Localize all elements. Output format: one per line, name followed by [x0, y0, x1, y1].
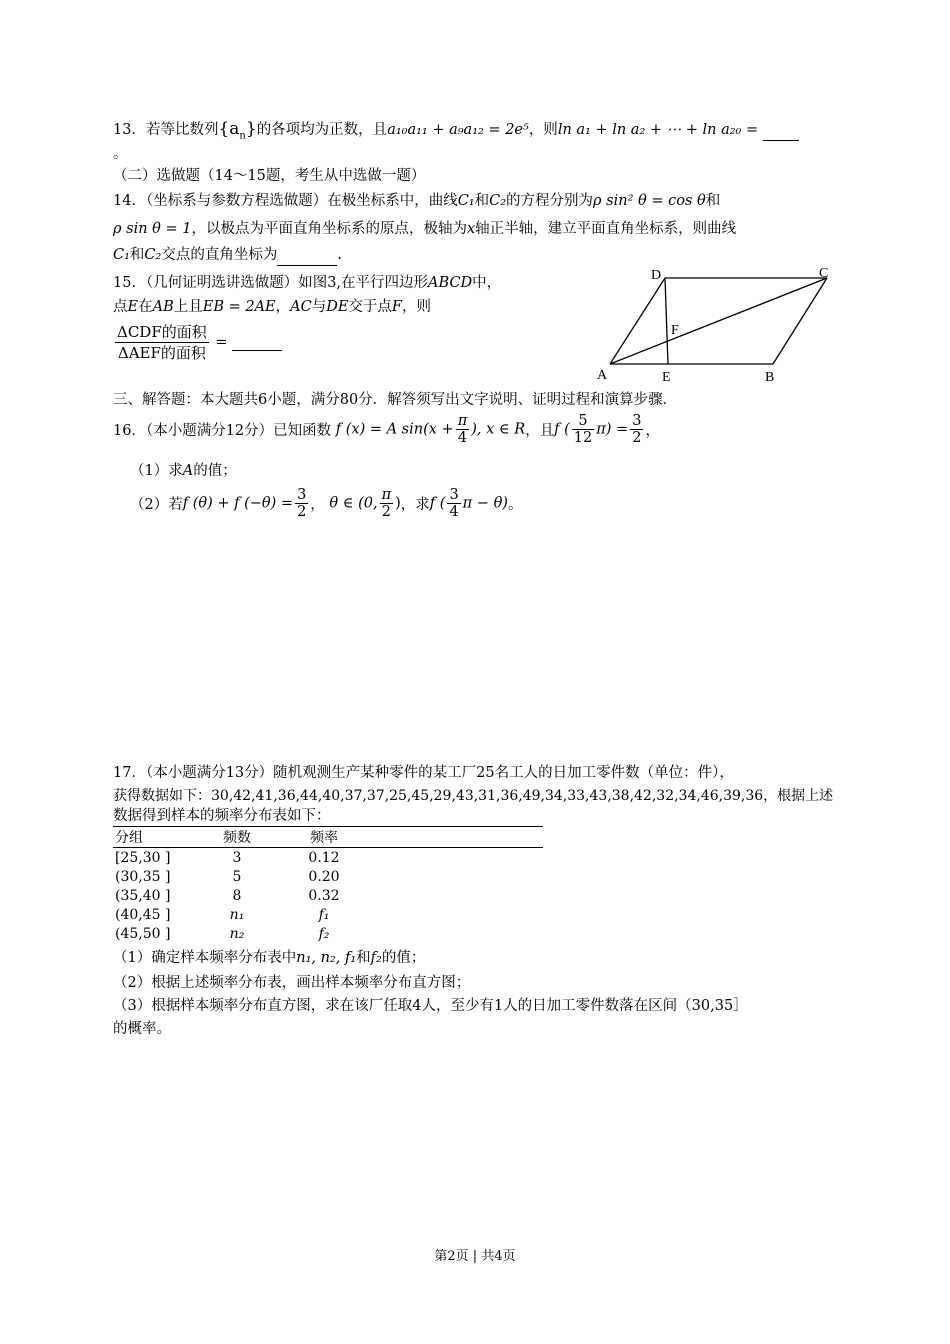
q13-formula: a₁₀a₁₁ + a₉a₁₂ = 2e⁵ [387, 122, 529, 138]
q13-then: ，则 [528, 122, 558, 138]
label-f: F [671, 323, 679, 338]
q15-fraction: $\frac{\text{ΔCDF的面积}}{\text{ΔAEF的面积}}$ = [113, 322, 282, 363]
header-count: 频数 [195, 827, 277, 848]
q17-line2: 获得数据如下：30,42,41,36,44,40,37,37,25,45,29,43,31,36,49,34,33,43,38,42,32,34,46,39,36，根据上述 [113, 788, 834, 804]
q14-line2: ρ sin θ = 1，以极点为平面直角坐标系的原点，极轴为x轴正半轴，建立平面直角坐标系，则曲线 [113, 221, 737, 237]
q14-line3: C₁和C₂交点的直角坐标为 . [113, 245, 342, 266]
q13-mid: 的各项均为正数，且 [256, 122, 388, 138]
q17-part3-cont: 的概率。 [113, 1021, 171, 1037]
diagonal-ac [610, 278, 827, 364]
q14-line1: 14．（坐标系与参数方程选做题）在极坐标系中，曲线C₁和C₂的方程分别为ρ sin² θ = cos θ和 [113, 193, 721, 209]
q16-part1: （1）求A的值； [130, 463, 237, 479]
label-c: C [819, 266, 829, 281]
q15-line2: 点E在AB上且EB = 2AE，AC与DE交于点F，则 [113, 299, 431, 315]
header-group: 分组 [113, 827, 195, 848]
q13-seq: $\{a_n\}$ [218, 119, 257, 142]
q15-numerator: ΔCDF的面积 [117, 323, 207, 341]
table-row: [25,30 ] 3 0.12 [115, 849, 340, 866]
side-bc [773, 278, 827, 364]
q15-answer-blank [232, 334, 282, 351]
table-row: (40,45 ] n₁ f₁ [115, 906, 330, 923]
q16-line: 16．（本小题满分12分）已知函数 f (x) = A sin(x + $\frac{\pi}{4}$ ), x ∈ R，且f ( $\frac{5}{12}$ π) = $\frac{3}{2}$ ， [113, 413, 660, 446]
label-b: B [765, 370, 775, 385]
q13-expr: ln a₁ + ln a₂ + ⋯ + ln a₂₀ = [557, 122, 759, 138]
parallelogram-figure [595, 262, 840, 387]
q13-answer-blank [763, 120, 799, 141]
table-header-row [113, 827, 543, 848]
label-d: D [651, 268, 662, 283]
q17-line1: 17．（本小题满分13分）随机观测生产某种零件的某工厂25名工人的日加工零件数（单位：件）， [113, 765, 734, 781]
q13-line [113, 119, 799, 146]
q17-part1: （1）确定样本频率分布表中n₁, n₂, f₁和f₂的值； [113, 950, 426, 966]
section-elective: （二）选做题（14～15题，考生从中选做一题） [113, 168, 426, 184]
segment-de [665, 278, 668, 364]
label-e: E [662, 370, 671, 385]
header-freq: 频率 [277, 827, 369, 848]
q13-end: 。 [113, 146, 128, 162]
q15-denominator: ΔAEF的面积 [117, 344, 206, 362]
q15-line1: 15．（几何证明选讲选做题）如图3,在平行四边形ABCD中， [113, 275, 502, 291]
side-da [610, 278, 665, 364]
frequency-table [113, 826, 543, 943]
q13-prefix: 13．若等比数列 [113, 122, 219, 138]
q14-answer-blank [277, 245, 337, 266]
section-3: 三、解答题：本大题共6小题，满分80分．解答须写出文字说明、证明过程和演算步骤． [113, 392, 678, 408]
q17-part2: （2）根据上述频率分布表，画出样本频率分布直方图； [113, 975, 471, 991]
table-row: (45,50 ] n₂ f₂ [115, 925, 330, 942]
q17-line3: 数据得到样本的频率分布表如下： [113, 808, 331, 824]
q17-part3: （3）根据样本频率分布直方图，求在该厂任取4人，至少有1人的日加工零件数落在区间（30,35］ [113, 998, 748, 1014]
label-a: A [597, 368, 608, 383]
q16-part2: （2）若f (θ) + f (−θ) = $\frac{3}{2}$ ， θ ∈ (0, $\frac{\pi}{2}$ )，求f ( $\frac{3}{4}$ π − θ)。 [130, 487, 523, 520]
table-row: (35,40 ] 8 0.32 [115, 887, 340, 904]
table-row: (30,35 ] 5 0.20 [115, 868, 340, 885]
page-footer: 第2页 | 共4页 [434, 1249, 516, 1264]
